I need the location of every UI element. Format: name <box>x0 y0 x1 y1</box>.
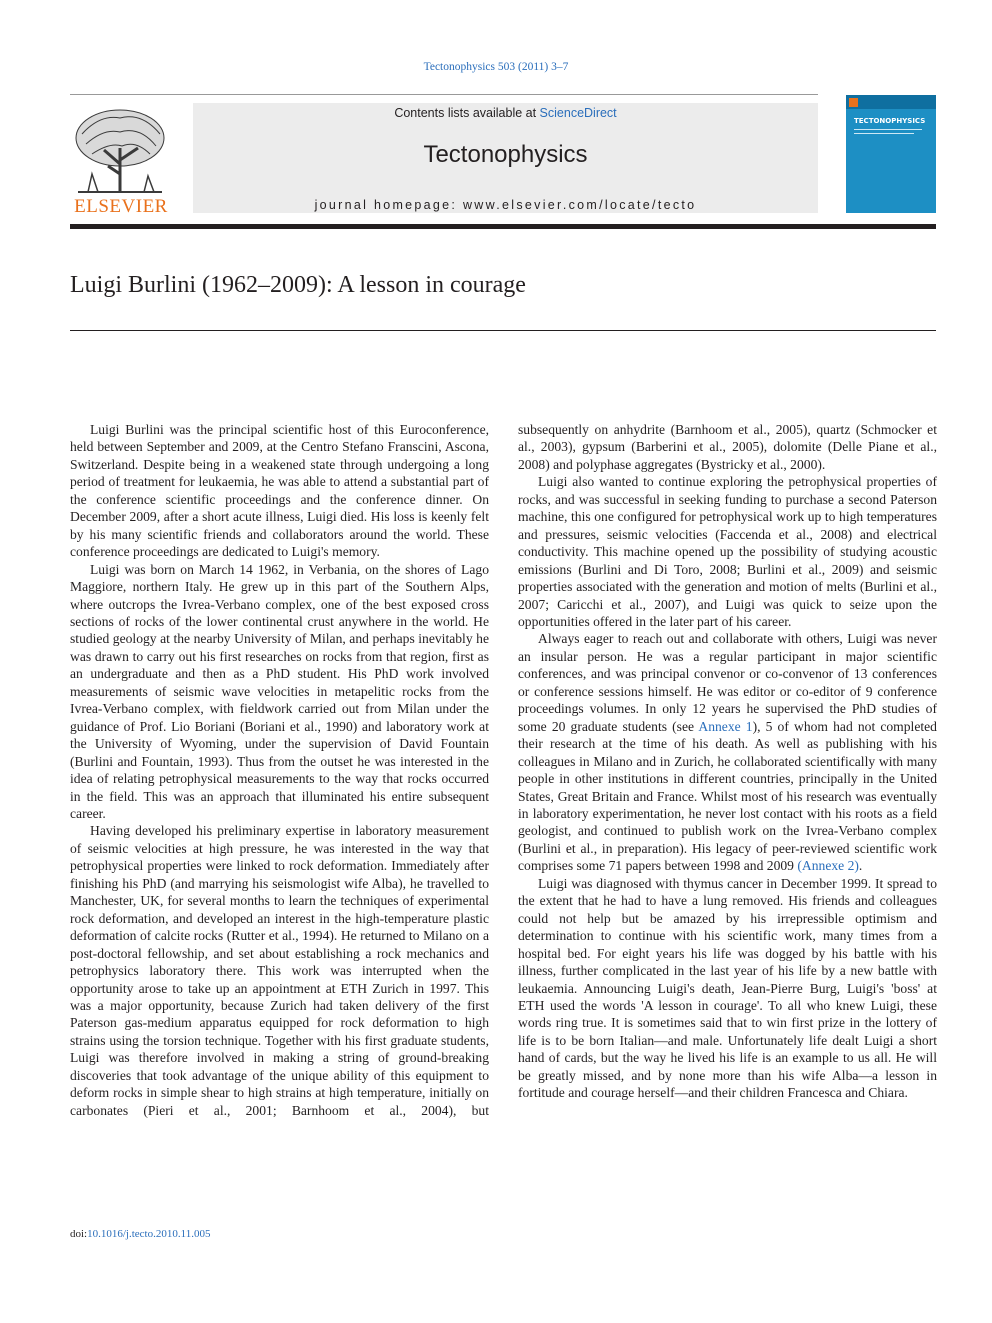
paragraph <box>518 630 937 874</box>
header-top-rule <box>70 94 818 95</box>
paragraph-text: . <box>858 858 863 874</box>
tree-icon <box>70 104 170 196</box>
cover-stripe <box>846 95 936 109</box>
sciencedirect-link[interactable]: ScienceDirect <box>539 106 617 120</box>
cover-line <box>854 129 922 130</box>
annexe-2-link[interactable]: (Annexe 2) <box>797 858 859 874</box>
article-title: Luigi Burlini (1962–2009): A lesson in courage <box>70 272 526 298</box>
contents-prefix: Contents lists available at <box>394 106 540 120</box>
journal-citation <box>0 61 992 73</box>
paragraph: Luigi was diagnosed with thymus cancer in December 1999. It spread to the extent that he had to have a lung removed. His friends and colleagues could not help but be amazed by his irrepressible optimism and determination to continue with his scientific work, many times from a hospital bed. For eight years his life was dogged by his battle with his illness, further complicated in the last year of his life by a new battle with leukaemia. Announcing Luigi's death, Jean-Pierre Burg, Luigi's 'boss' at ETH used the words 'A lesson in courage'. To all who knew Luigi, these words ring true. It is sometimes said that to win first prize in the lottery of life is to be born Italian—and male. Unfortunately life dealt Luigi a short hand of cards, but the way he lived his life is an example to us all. He will be greatly missed, and by none more than his wife Alba—a lesson in fortitude and courage herself—and their children Francesca and Chiara. <box>518 875 937 1101</box>
paragraph-text: ), 5 of whom had not completed their research at the time of his death. As well as publishing with his colleagues in Milano and in Zurich, he collaborated scientifically with many people in other institutions in different countries, principally in the United States, Great Britain and France. Whilst most of his research was eventually in laboratory experimentation, he never lost contact with his roots as a field geologist, and continued to publish work on the Ivrea-Verbano complex (Burlini et al., in preparation). His legacy of peer-reviewed scientific work comprises some 71 papers between 1998 and 2009 <box>518 718 937 874</box>
header-thick-rule <box>70 224 936 229</box>
paragraph: Luigi Burlini was the principal scientific host of this Euroconference, held between September and 2009, at the Centro Stefano Franscini, Ascona, Switzerland. Despite being in a weakened state through undergoing a long period of treatment for leukaemia, he was able to attend a substantial part of the conference scientific proceedings and the conference dinner. On December 2009, after a short acute illness, Luigi died. His loss is keenly felt by his many scientific friends and collaborators around the world. These conference proceedings are dedicated to Luigi's memory. <box>70 422 489 560</box>
title-rule <box>70 330 936 331</box>
paragraph: Luigi also wanted to continue exploring the petrophysical properties of rocks, and was successful in seeking funding to purchase a second Paterson machine, this one configured for petrophysical work up to high temperatures and pressures, seismic velocities (Faccenda et al., 2008) and electrical conductivity. This machine opened up the possibility of studying acoustic emissions (Burlini and Di Toro, 2008; Burlini et al., 2009) and seismic properties associated with the generation and motion of melts (Burlini et al., 2007; Caricchi et al., 2007), and Luigi was quick to seize upon the opportunities offered in the later part of his career. <box>518 474 937 629</box>
paragraph-text: Always eager to reach out and collaborate with others, Luigi was never an insular person. He was a regular participant in major scientific conferences, and was principal convenor or co-convenor of 13 conferences or conference sessions himself. He was editor or co-editor of 9 conference proceedings volumes. In only 12 years he supervised the PhD studies of some 20 graduate students (see <box>518 631 937 734</box>
doi-footer <box>70 1228 210 1240</box>
journal-name: Tectonophysics <box>423 141 588 168</box>
paragraph: Having developed his preliminary expertise in laboratory measurement of seismic velocities at high pressure, he was interested in the way that petrophysical properties were linked to rock deformation. Immediately after finishing his PhD (and marrying his seismologist wife Alba), he travelled to Manchester, UK, for several months to learn the techniques of experimental rock deformation, and developed an interest in the high-temperature plastic deformation of calcite rocks (Rutter et al., 1994). He returned to Milano on a post-doctoral fellowship, and set about establishing a rock mechanics and petrophysics laboratory there. This work was interrupted when the opportunity arose to take up an appointment at ETH Zurich in 1997. This was a major opportunity, because Zurich had taken delivery of the first Paterson gas-medium apparatus equipped for rock deformation to high strains using the torsion technique. Together with his first graduate students, Luigi was therefore involved in making a string of ground-breaking discoveries that took advantage of the unique ability of this equipment to deform rocks in simple shear to high strains at high temperature, initially on carbonates (Pieri et al., 2001; Barnhoom et al., 2004), but <box>70 823 489 1118</box>
left-column <box>70 421 489 1119</box>
publisher-wordmark: ELSEVIER <box>74 196 168 217</box>
doi-link[interactable]: 10.1016/j.tecto.2010.11.005 <box>87 1228 211 1240</box>
cover-line <box>854 133 914 134</box>
citation-link[interactable]: Tectonophysics 503 (2011) 3–7 <box>423 61 569 73</box>
journal-cover <box>846 95 936 213</box>
cover-title: TECTONOPHYSICS <box>854 117 926 125</box>
contents-line <box>193 106 818 120</box>
doi-prefix: doi: <box>70 1228 88 1240</box>
journal-homepage[interactable]: journal homepage: www.elsevier.com/locate/tecto <box>314 198 697 212</box>
paragraph: subsequently on anhydrite (Barnhoom et al., 2005), quartz (Schmocker et al., 2003), gypsum (Barberini et al., 2005), dolomite (Delle Piane et al., 2008) and polyphase aggregates (Bystricky et al., 2000). <box>518 422 937 472</box>
annexe-1-link[interactable]: Annexe 1 <box>698 718 753 734</box>
right-column <box>518 421 937 1102</box>
cover-emblem-icon <box>849 98 858 107</box>
paragraph: Luigi was born on March 14 1962, in Verbania, on the shores of Lago Maggiore, northern Italy. He grew up in this part of the Southern Alps, where outcrops the Ivrea-Verbano complex, one of the best exposed cross sections of rocks of the lower continental crust anywhere in the world. He studied geology at the nearby University of Milan, and perhaps inevitably he was drawn to carry out his first researches on rocks from that region, first as an undergraduate and then as a PhD student. His PhD work involved measurements of seismic wave velocities in metapelitic rocks from the Ivrea-Verbano complex, with fieldwork carried out from Milan under the guidance of Prof. Lio Boriani (Boriani et al., 1990) and laboratory work at the University of Wyoming, under the supervision of David Fountain (Burlini and Fountain, 1993). Thus from the outset he was interested in the idea of relating petrophysical measurements to the way that rocks occurred in the field. This was an approach that illuminated his entire subsequent career. <box>70 561 489 821</box>
